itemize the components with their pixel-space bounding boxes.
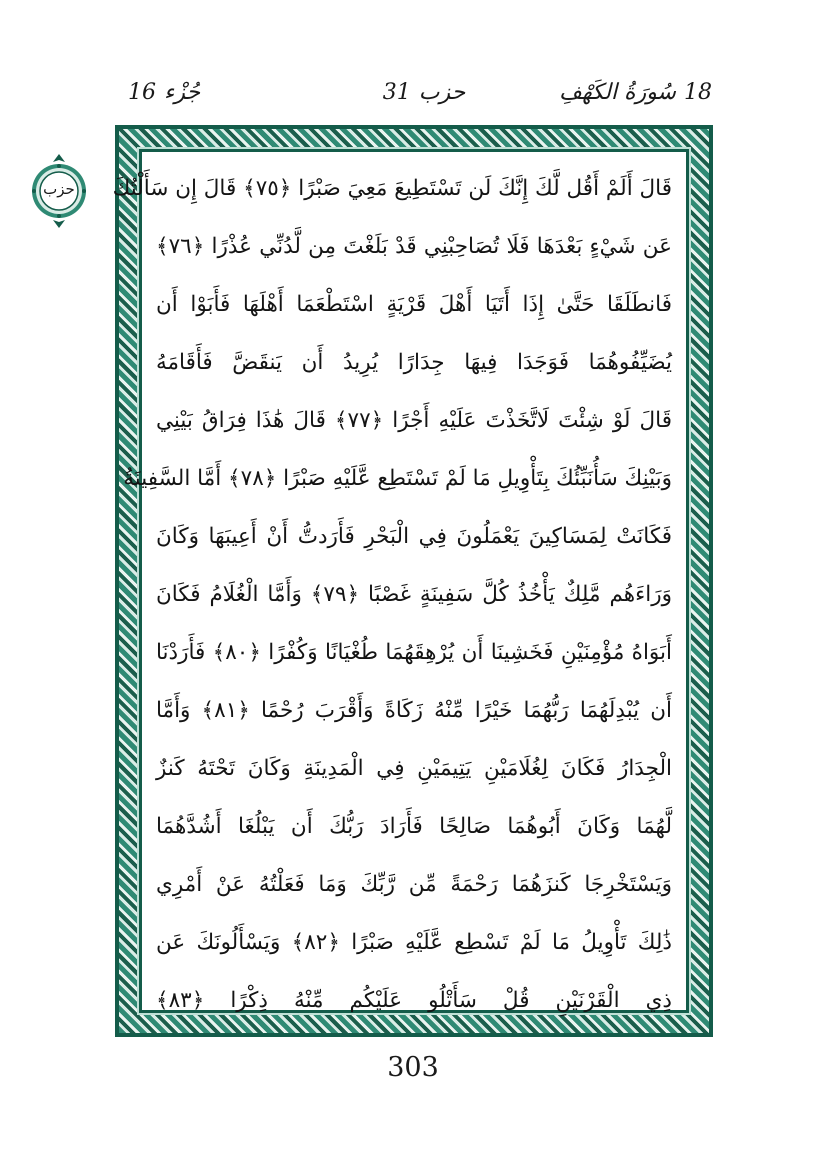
juz-label: جُزْء	[164, 80, 201, 105]
text-line: قَالَ أَلَمْ أَقُل لَّكَ إِنَّكَ لَن تَسْتَطِيعَ مَعِيَ صَبْرًا ﴿٧٥﴾ قَالَ إِن سَأَلْتُكَ	[112, 176, 672, 201]
hizb-number: 31	[382, 80, 411, 105]
text-line: لَّهُمَا وَكَانَ أَبُوهُمَا صَالِحًا فَأَرَادَ رَبُّكَ أَن يَبْلُغَا أَشُدَّهُمَا	[156, 814, 672, 839]
text-line: عَن شَيْءٍ بَعْدَهَا فَلَا تُصَاحِبْنِي قَدْ بَلَغْتَ مِن لَّدُنِّي عُذْرًا ﴿٧٦﴾	[156, 234, 672, 259]
juz-number: 16	[128, 80, 156, 105]
verse-text	[112, 160, 673, 1013]
text-line: فَانطَلَقَا حَتَّىٰ إِذَا أَتَيَا أَهْلَ قَرْيَةٍ اسْتَطْعَمَا أَهْلَهَا فَأَبَوْا أَن	[156, 292, 672, 317]
surah-title	[559, 80, 720, 105]
hizb-indicator	[375, 80, 465, 105]
text-line: وَرَاءَهُم مَّلِكٌ يَأْخُذُ كُلَّ سَفِينَةٍ غَصْبًا ﴿٧٩﴾ وَأَمَّا الْغُلَامُ فَكَانَ	[156, 582, 672, 607]
text-line: ذَٰلِكَ تَأْوِيلُ مَا لَمْ تَسْطِع عَّلَيْهِ صَبْرًا ﴿٨٢﴾ وَيَسْأَلُونَكَ عَن	[156, 930, 673, 955]
text-panel	[112, 149, 689, 1013]
text-line: قَالَ لَوْ شِئْتَ لَاتَّخَذْتَ عَلَيْهِ أَجْرًا ﴿٧٧﴾ قَالَ هَٰذَا فِرَاقُ بَيْنِي	[156, 408, 672, 433]
ornamental-frame	[112, 125, 713, 1037]
text-line: الْجِدَارُ فَكَانَ لِغُلَامَيْنِ يَتِيمَيْنِ فِي الْمَدِينَةِ وَكَانَ تَحْتَهُ كَنزٌ	[156, 756, 672, 781]
juz-indicator	[120, 80, 200, 105]
text-line: أَبَوَاهُ مُؤْمِنَيْنِ فَخَشِينَا أَن يُرْهِقَهُمَا طُغْيَانًا وَكُفْرًا ﴿٨٠﴾ فَأَرَدْنَا	[156, 640, 672, 665]
text-line: وَيَسْتَخْرِجَا كَنزَهُمَا رَحْمَةً مِّن رَّبِّكَ وَمَا فَعَلْتُهُ عَنْ أَمْرِي	[156, 872, 672, 897]
hizb-label: حزب	[418, 80, 466, 105]
text-line: أَن يُبْدِلَهُمَا رَبُّهُمَا خَيْرًا مِّنْهُ زَكَاةً وَأَقْرَبَ رُحْمًا ﴿٨١﴾ وَأَمَّا	[156, 698, 672, 723]
surah-number: 18	[684, 80, 712, 105]
text-line: يُضَيِّفُوهُمَا فَوَجَدَا فِيهَا جِدَارًا يُرِيدُ أَن يَنقَضَّ فَأَقَامَهُ	[156, 350, 672, 375]
text-line: ذِي الْقَرْنَيْنِ قُلْ سَأَتْلُو عَلَيْكُم مِّنْهُ ذِكْرًا ﴿٨٣﴾	[156, 988, 672, 1013]
surah-name: سُورَةُ الكَهْفِ	[559, 80, 676, 105]
text-line: فَكَانَتْ لِمَسَاكِينَ يَعْمَلُونَ فِي الْبَحْرِ فَأَرَدتُّ أَنْ أَعِيبَهَا وَكَانَ	[156, 524, 672, 549]
hizb-margin-marker	[28, 152, 90, 230]
page-header	[120, 80, 720, 116]
hizb-marker-label: حزب	[43, 180, 75, 198]
page-number: 303	[387, 1052, 439, 1083]
text-line: وَبَيْنِكَ سَأُنَبِّئُكَ بِتَأْوِيلِ مَا لَمْ تَسْتَطِع عَّلَيْهِ صَبْرًا ﴿٧٨﴾ أَمَّا السَّفِينَةُ	[123, 466, 672, 491]
